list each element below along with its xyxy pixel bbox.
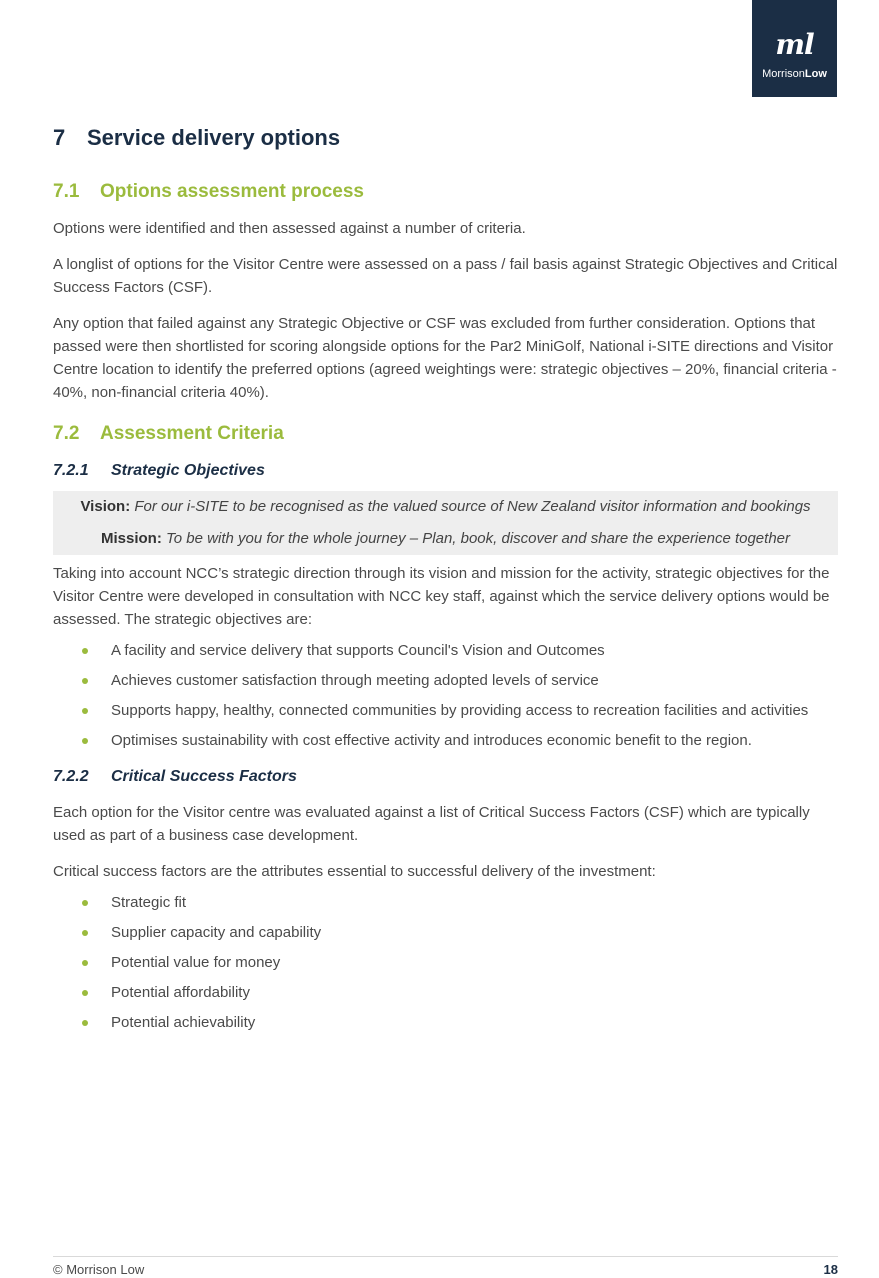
bullet-icon xyxy=(82,1020,88,1026)
list-item: Potential value for money xyxy=(53,951,838,974)
bullet-icon xyxy=(82,738,88,744)
paragraph: Each option for the Visitor centre was evaluated against a list of Critical Success Factors (CSF) which are typically used as part of a business case development. xyxy=(53,804,810,844)
bullet-icon xyxy=(82,960,88,966)
page-content xyxy=(53,124,838,1041)
list-item: Achieves customer satisfaction through meeting adopted levels of service xyxy=(53,669,838,692)
list-item: Optimises sustainability with cost effective activity and introduces economic benefit to the region. xyxy=(53,729,838,752)
heading-7-1: 7.1 Options assessment process xyxy=(53,181,364,202)
bullet-icon xyxy=(82,930,88,936)
vision-mission-box xyxy=(53,491,838,555)
vision-line: Vision: For our i-SITE to be recognised as the valued source of New Zealand visitor information and bookings xyxy=(80,498,811,515)
paragraph: A longlist of options for the Visitor Centre were assessed on a pass / fail basis against Strategic Objectives and Critical Success Factors (CSF). xyxy=(53,256,838,296)
list-item: Potential affordability xyxy=(53,981,838,1004)
strategic-objectives-list xyxy=(53,639,838,752)
mission-line: Mission: To be with you for the whole journey – Plan, book, discover and share the experience together xyxy=(100,530,791,547)
bullet-icon xyxy=(82,708,88,714)
bullet-icon xyxy=(82,648,88,654)
csf-list xyxy=(53,891,838,1034)
footer-copyright: © Morrison Low xyxy=(53,1262,145,1277)
bullet-icon xyxy=(82,900,88,906)
heading-7-2: 7.2 Assessment Criteria xyxy=(53,423,284,444)
page-number: 18 xyxy=(823,1262,838,1277)
footer-divider xyxy=(53,1256,838,1257)
list-item: Potential achievability xyxy=(53,1011,838,1034)
list-item: Supports happy, healthy, connected communities by providing access to recreation facilities and activities xyxy=(53,699,838,722)
paragraph: Options were identified and then assessed against a number of criteria. xyxy=(53,220,526,237)
logo-wordmark: MorrisonLow xyxy=(762,68,827,80)
paragraph: Taking into account NCC’s strategic direction through its vision and mission for the activity, strategic objectives for the Visitor Centre were developed in consultation with NCC key staff, against which the service delivery options would be assessed. The strategic objectives are: xyxy=(53,565,830,628)
bullet-icon xyxy=(82,678,88,684)
morrisonlow-logo xyxy=(752,0,837,97)
list-item: Strategic fit xyxy=(53,891,838,914)
list-item: Supplier capacity and capability xyxy=(53,921,838,944)
bullet-icon xyxy=(82,990,88,996)
heading-7-2-2: 7.2.2 Critical Success Factors xyxy=(53,768,297,785)
section-heading: 7 Service delivery options xyxy=(53,125,341,150)
paragraph: Any option that failed against any Strategic Objective or CSF was excluded from further consideration. Options that passed were then shortlisted for scoring alongside options for the Par2 MiniGolf, National i-SITE directions and Visitor Centre location to identify the preferred options (agreed weightings were: strategic objectives – 20%, financial criteria - 40%, non-financial criteria 40%). xyxy=(53,315,837,401)
heading-7-2-1: 7.2.1 Strategic Objectives xyxy=(53,462,265,479)
list-item: A facility and service delivery that supports Council's Vision and Outcomes xyxy=(53,639,838,662)
paragraph: Critical success factors are the attributes essential to successful delivery of the investment: xyxy=(53,863,656,880)
logo-mark: ml xyxy=(775,28,814,61)
